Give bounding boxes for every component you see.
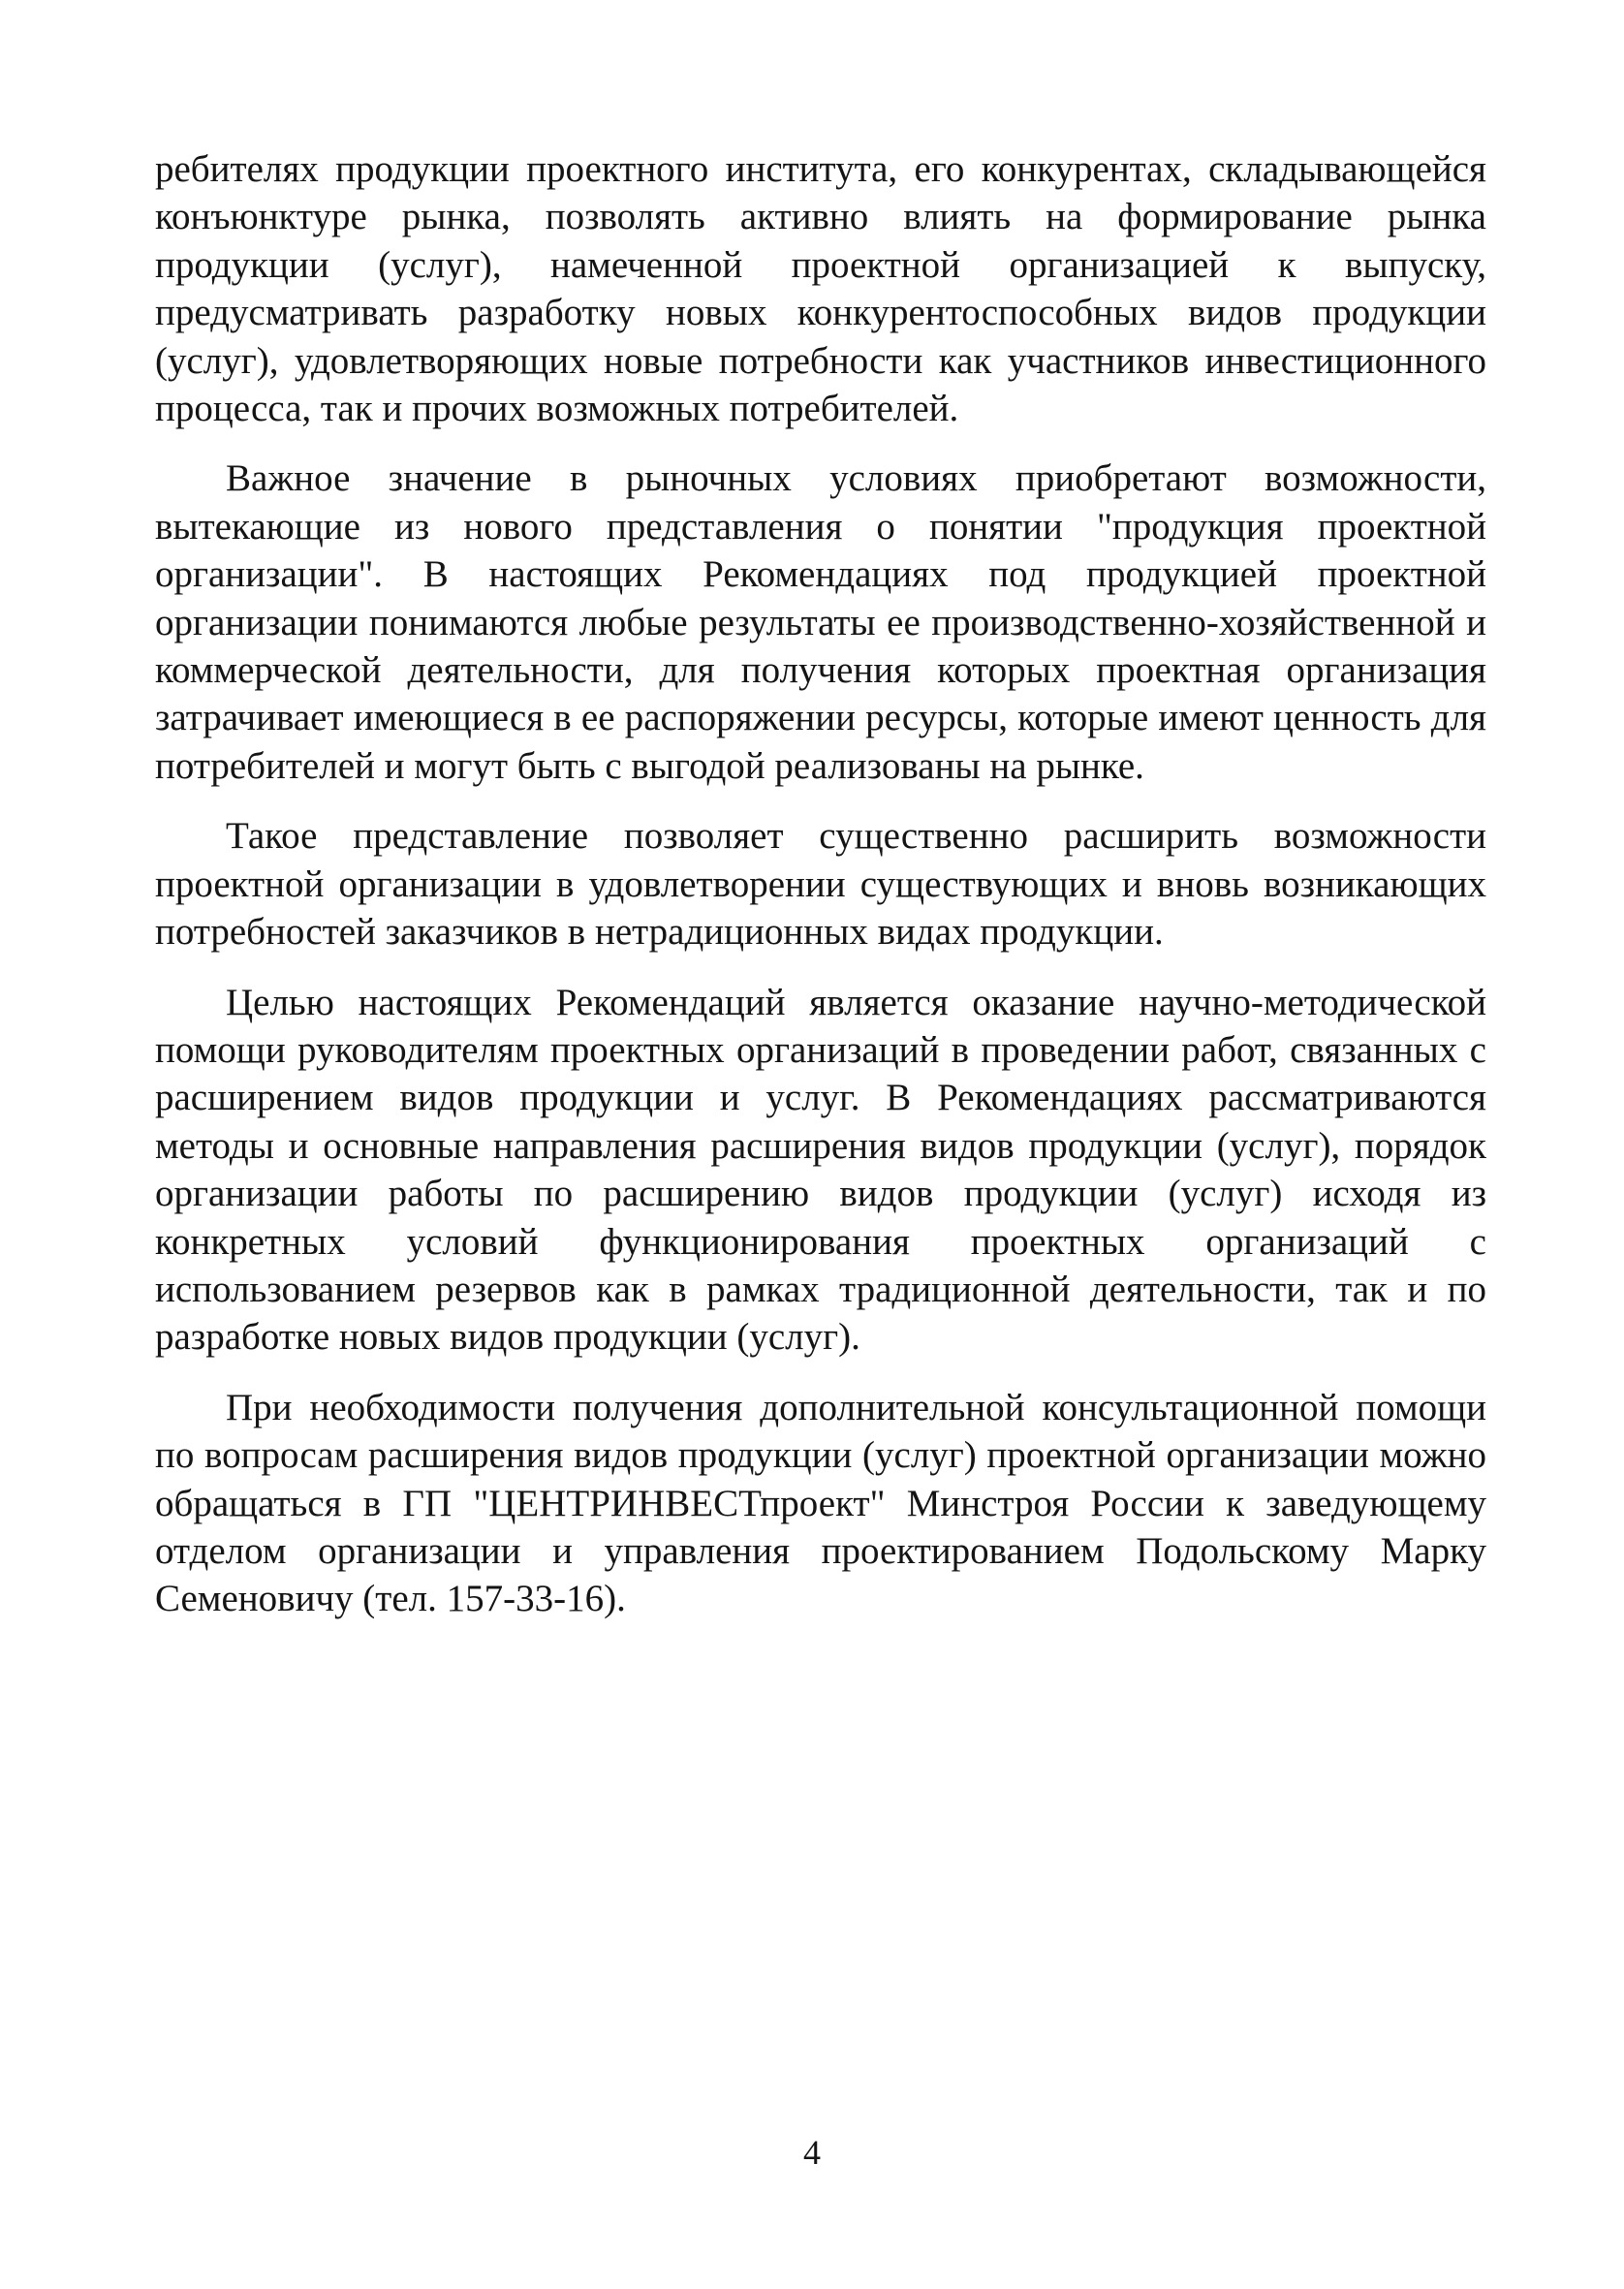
- page-number: 4: [803, 2133, 821, 2172]
- paragraph-contact: При необходимости получения дополнительной консультационной помощи по вопросам расширения видов продукции (услуг) проектной организации можно обращаться в ГП "ЦЕНТРИНВЕСТпроект" Минстроя России к заведующему отделом организации и управления проектированием Подольскому Марку Семеновичу (тел. 157-33-16).: [155, 1386, 1486, 1620]
- paragraph-possibilities: Такое представление позволяет существенно расширить возможности проектной организации в удовлетворении существующих и вновь возникающих потребностей заказчиков в нетрадиционных видах продукции.: [155, 815, 1486, 954]
- paragraph-continuation: ребителях продукции проектного института, его конкурентах, складывающейся конъюнктуре рынка, позволять активно влиять на формирование рынка продукции (услуг), намеченной проектной организацией к выпуску, предусматривать разработку новых конкурентоспособных видов продукции (услуг), удовлетворяющих новые потребности как участников инвестиционного процесса, так и прочих возможных потребителей.: [155, 148, 1486, 430]
- body-text: [155, 145, 1486, 1623]
- paragraph-purpose: Целью настоящих Рекомендаций является оказание научно-методической помощи руководителям проектных организаций в проведении работ, связанных с расширением видов продукции и услуг. В Рекомендациях рассматриваются методы и основные направления расширения видов продукции (услуг), порядок организации работы по расширению видов продукции (услуг) исходя из конкретных условий функционирования проектных организаций с использованием резервов как в рамках традиционной деятельности, так и по разработке новых видов продукции (услуг).: [155, 981, 1486, 1359]
- paragraph-product-definition: Важное значение в рыночных условиях приобретают возможности, вытекающие из нового представления о понятии "продукция проектной организации". В настоящих Рекомендациях под продукцией проектной организации понимаются любые результаты ее производственно-хозяйственной и коммерческой деятельности, для получения которых проектная организация затрачивает имеющиеся в ее распоряжении ресурсы, которые имеют ценность для потребителей и могут быть с выгодой реализованы на рынке.: [155, 457, 1486, 787]
